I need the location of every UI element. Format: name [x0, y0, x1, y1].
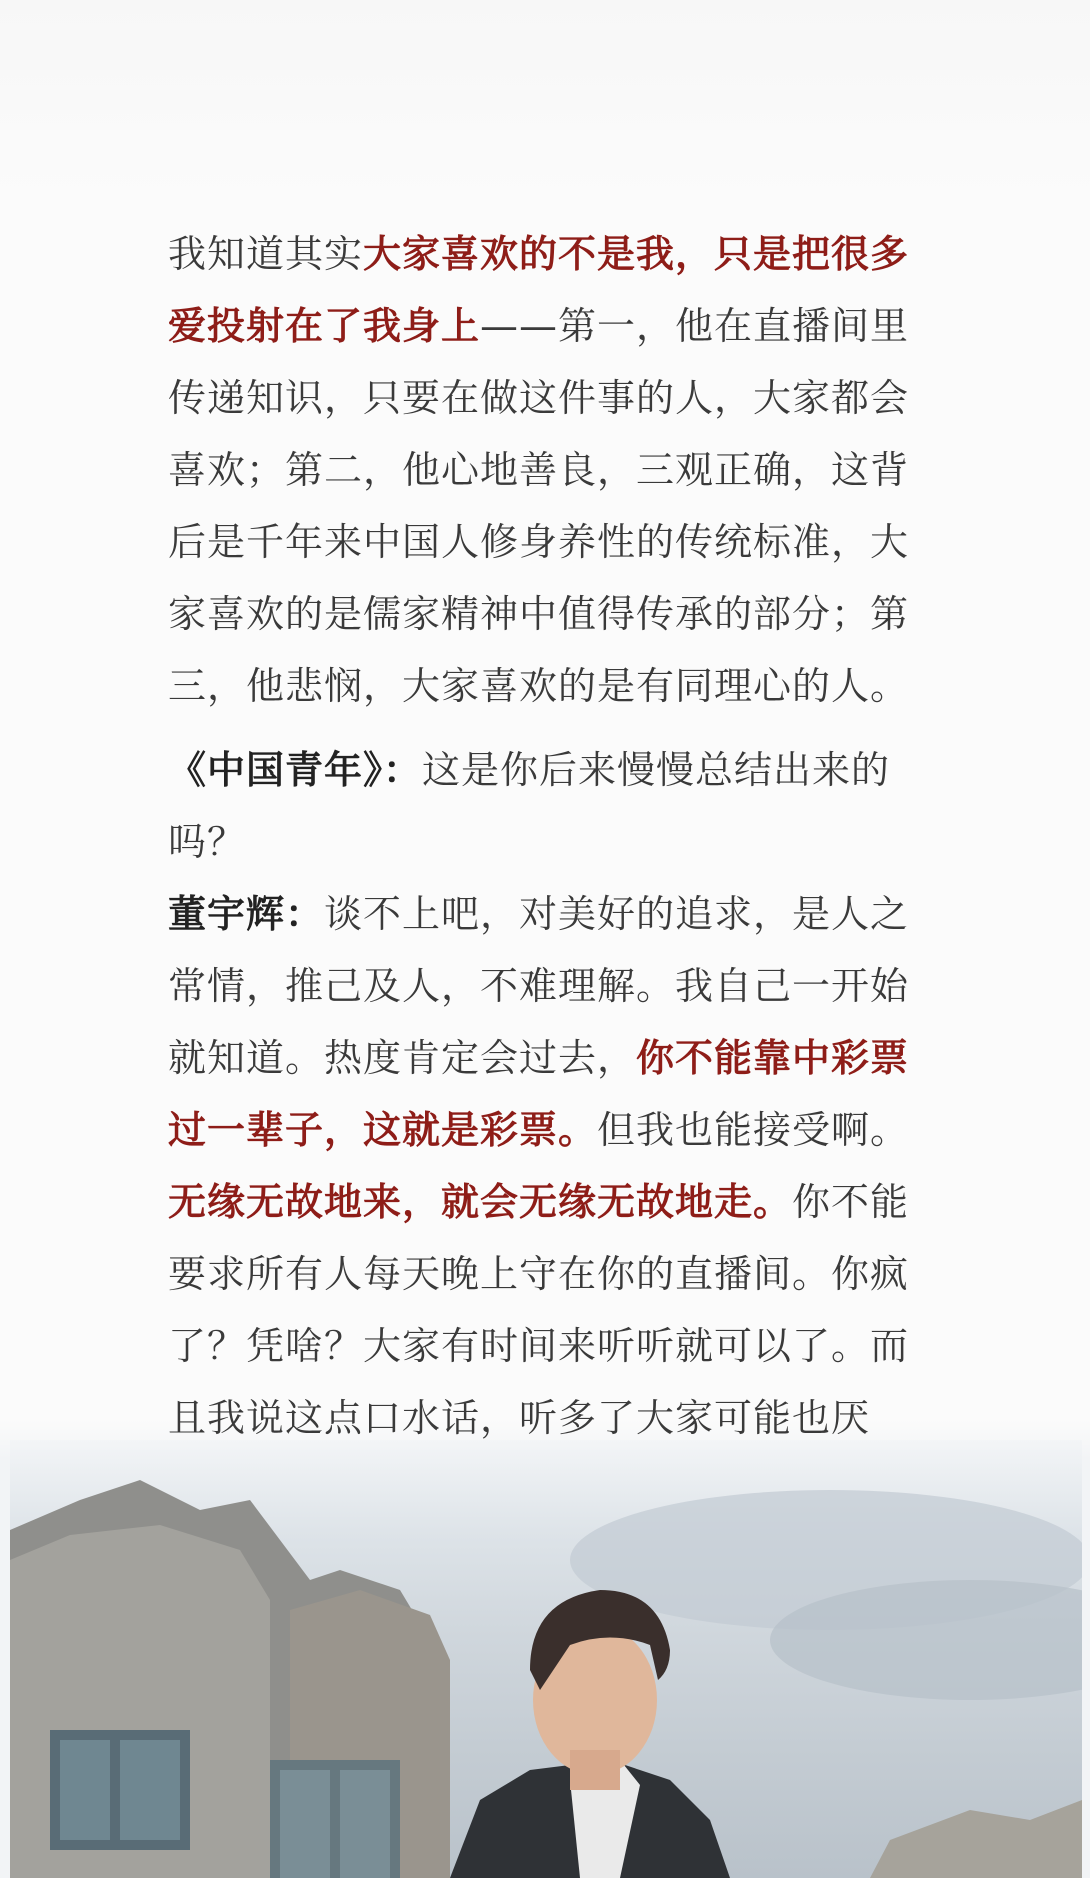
paragraph-1 [168, 218, 928, 722]
paragraph-3-text-b: 但我也能接受啊。 [597, 1108, 910, 1152]
paragraph-2 [168, 734, 928, 878]
photo-image [10, 1440, 1082, 1878]
article-body [168, 218, 928, 1526]
paragraph-2-text: 这是你后来慢慢总结出来的吗？ [168, 748, 891, 864]
paragraph-3-text-a: 谈不上吧，对美好的追求，是人之常情，推己及人，不难理解。我自己一开始就知道。热度肯定会过去， [168, 892, 910, 1080]
highlight-3: 无缘无故地来，就会无缘无故地走。 [168, 1180, 793, 1224]
paragraph-3 [168, 878, 928, 1526]
highlight-1: 大家喜欢的不是我，只是把很多爱投射在了我身上 [168, 232, 910, 348]
photo-person-outdoors-icon [10, 1440, 1082, 1878]
speaker-dong-yuhui: 董宇辉： [168, 892, 325, 936]
speaker-interviewer: 《中国青年》： [168, 748, 423, 792]
highlight-2: 你不能靠中彩票过一辈子，这就是彩票。 [168, 1036, 910, 1152]
paragraph-1-text-b: ——第一，他在直播间里传递知识，只要在做这件事的人，大家都会喜欢；第二，他心地善良，三观正确，这背后是千年来中国人修身养性的传统标准，大家喜欢的是儒家精神中值得传承的部分；第三，他悲悯，大家喜欢的是有同理心的人。 [168, 304, 910, 708]
paragraph-1-text-a: 我知道其实 [168, 232, 364, 276]
paragraph-3-text-c: 你不能要求所有人每天晚上守在你的直播间。你疯了？凭啥？大家有时间来听听就可以了。而且我说这点口水话，听多了大家可能也厌 [168, 1180, 910, 1440]
